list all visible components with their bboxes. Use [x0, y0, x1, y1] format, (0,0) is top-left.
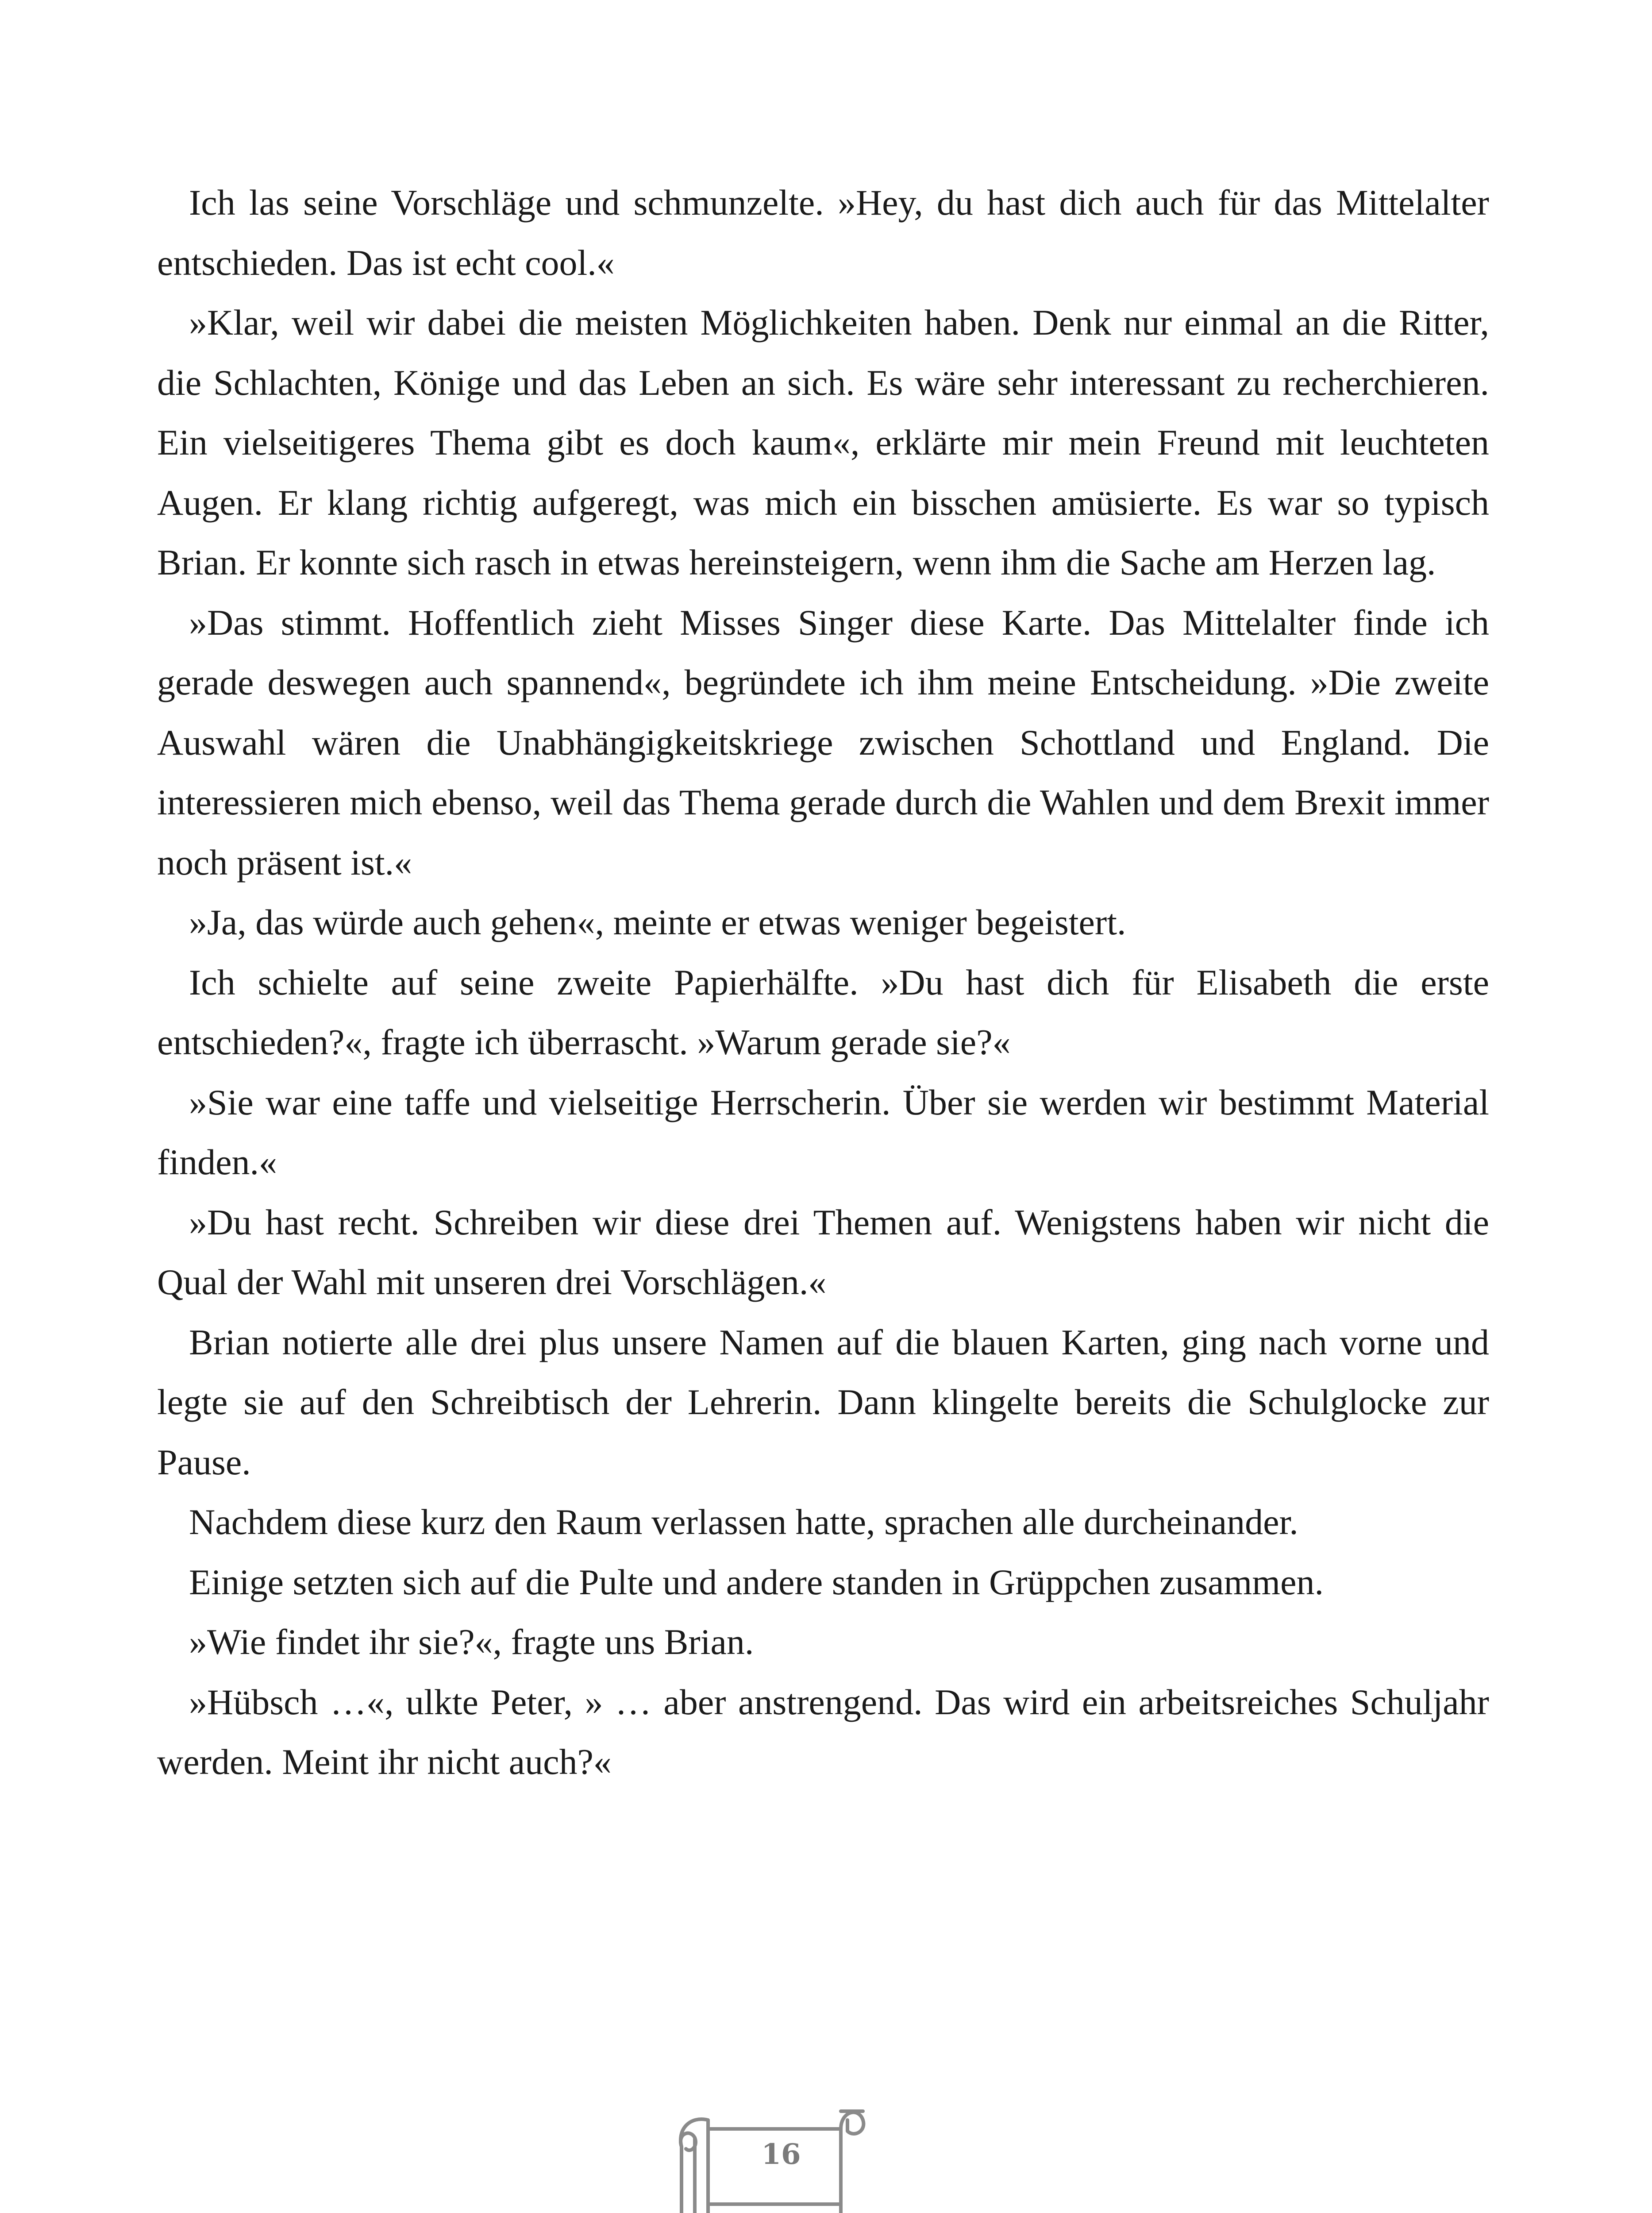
paragraph: Ich las seine Vorschläge und schmunzelte. »Hey, du hast dich auch für das Mittelalter entschieden. Das ist echt cool.«	[157, 182, 1489, 283]
page-number: 16	[761, 2138, 801, 2171]
paragraph: »Das stimmt. Hoffentlich zieht Misses Singer diese Karte. Das Mittelalter finde ich gerade deswegen auch spannend«, begründete ich ihm meine Entscheidung. »Die zweite Auswahl wären die Unabhängigkeitskriege zwischen Schottland und England. Die interessieren mich ebenso, weil das Thema gerade durch die Wahlen und dem Brexit immer noch präsent ist.«	[157, 602, 1489, 883]
paragraph: »Sie war eine taffe und vielseitige Herrscherin. Über sie werden wir bestimmt Material finden.«	[157, 1082, 1489, 1182]
paragraph: »Wie findet ihr sie?«, fragte uns Brian.	[189, 1622, 754, 1662]
paragraph: Brian notierte alle drei plus unsere Namen auf die blauen Karten, ging nach vorne und legte sie auf den Schreibtisch der Lehrerin. Dann klingelte bereits die Schulglocke zur Pause.	[157, 1322, 1489, 1482]
paragraph: Nachdem diese kurz den Raum verlassen hatte, sprachen alle durcheinander.	[189, 1502, 1298, 1542]
page-number-ornament	[664, 2093, 867, 2213]
paragraph: »Du hast recht. Schreiben wir diese drei Themen auf. Wenigstens haben wir nicht die Qual der Wahl mit unseren drei Vorschlägen.«	[157, 1202, 1489, 1302]
paragraph: Einige setzten sich auf die Pulte und andere standen in Grüppchen zusammen.	[189, 1561, 1324, 1602]
body-text	[157, 173, 1489, 1792]
paragraph: Ich schielte auf seine zweite Papierhälfte. »Du hast dich für Elisabeth die erste entschieden?«, fragte ich überrascht. »Warum gerade sie?«	[157, 962, 1489, 1062]
paragraph: »Klar, weil wir dabei die meisten Möglichkeiten haben. Denk nur einmal an die Ritter, die Schlachten, Könige und das Leben an sich. Es wäre sehr interessant zu recherchieren. Ein vielseitigeres Thema gibt es doch kaum«, erklärte mir mein Freund mit leuchteten Augen. Er klang richtig aufgeregt, was mich ein bisschen amüsierte. Es war so typisch Brian. Er konnte sich rasch in etwas hereinsteigern, wenn ihm die Sache am Herzen lag.	[157, 302, 1489, 582]
paragraph: »Ja, das würde auch gehen«, meinte er etwas weniger begeistert.	[189, 902, 1126, 942]
paragraph: »Hübsch …«, ulkte Peter, » … aber anstrengend. Das wird ein arbeitsreiches Schuljahr werden. Meint ihr nicht auch?«	[157, 1681, 1489, 1782]
